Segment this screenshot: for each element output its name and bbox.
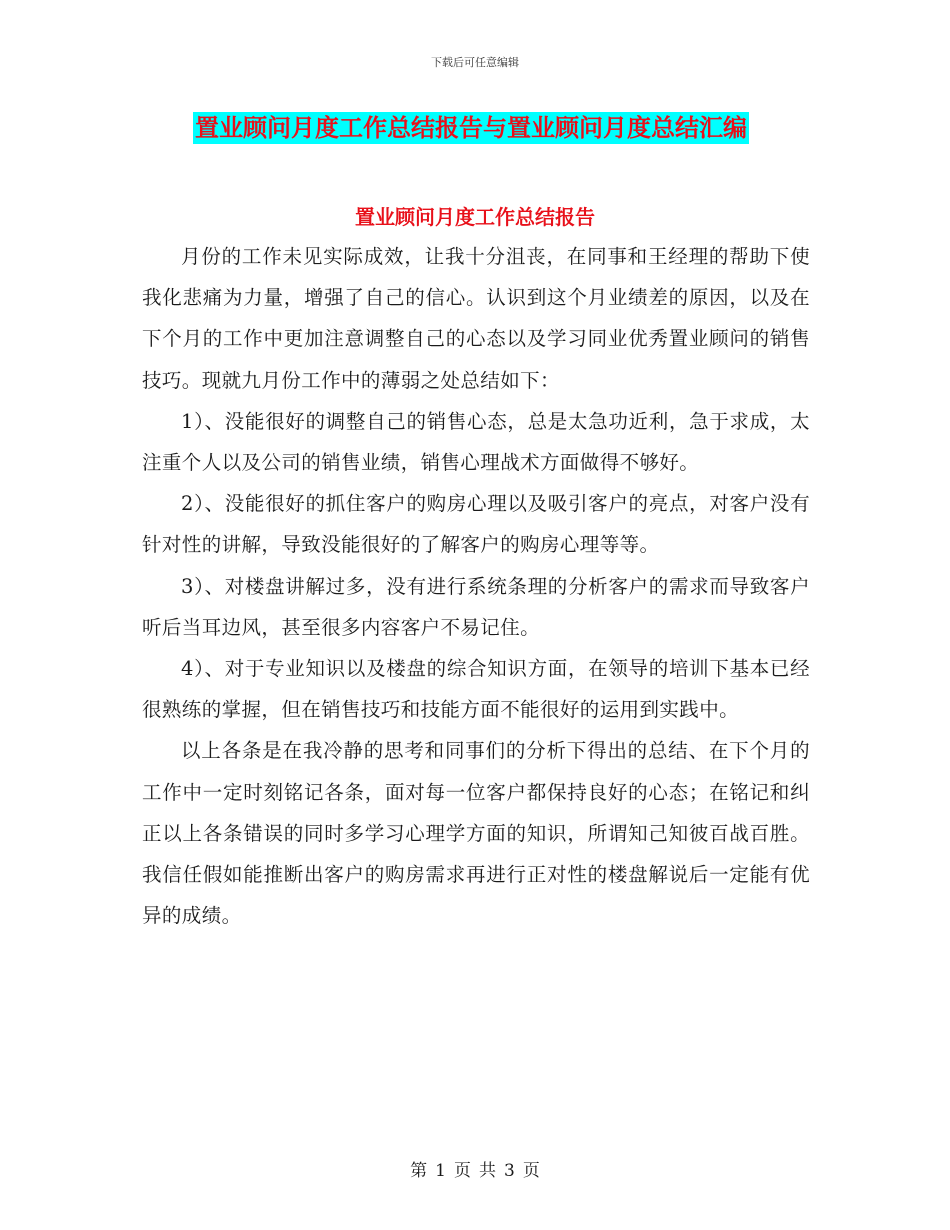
current-page-number: 1 bbox=[435, 1161, 446, 1181]
total-label-prefix: 共 bbox=[479, 1161, 496, 1181]
body-paragraph-item-3: 3）、对楼盘讲解过多，没有进行系统条理的分析客户的需求而导致客户听后当耳边风，甚至很多内容客户不易记住。 bbox=[142, 574, 810, 639]
document-main-title: 置业顾问月度工作总结报告与置业顾问月度总结汇编 bbox=[195, 114, 747, 142]
page-footer bbox=[0, 1156, 950, 1181]
body-paragraph-intro: 月份的工作未见实际成效，让我十分沮丧，在同事和王经理的帮助下使我化悲痛为力量，增强了自己的信心。认识到这个月业绩差的原因，以及在下个月的工作中更加注意调整自己的心态以及学习同业优秀置业顾问的销售技巧。现就九月份工作中的薄弱之处总结如下： bbox=[142, 245, 810, 392]
page-label-prefix: 第 bbox=[410, 1161, 428, 1181]
total-page-count: 3 bbox=[504, 1161, 515, 1181]
body-paragraph-item-2: 2）、没能很好的抓住客户的购房心理以及吸引客户的亮点，对客户没有针对性的讲解，导致没能很好的了解客户的购房心理等等。 bbox=[142, 492, 810, 557]
body-paragraph-item-1: 1）、没能很好的调整自己的销售心态，总是太急功近利，急于求成，太注重个人以及公司的销售业绩，销售心理战术方面做得不够好。 bbox=[142, 409, 810, 475]
body-paragraph-item-4: 4）、对于专业知识以及楼盘的综合知识方面，在领导的培训下基本已经很熟练的掌握，但在销售技巧和技能方面不能很好的运用到实践中。 bbox=[142, 657, 810, 722]
document-body bbox=[142, 236, 810, 936]
page-label-suffix: 页 bbox=[522, 1161, 540, 1181]
header-note: 下载后可任意编辑 bbox=[431, 56, 519, 69]
body-paragraph-conclusion: 以上各条是在我冷静的思考和同事们的分析下得出的总结、在下个月的工作中一定时刻铭记各条，面对每一位客户都保持良好的心态；在铭记和纠正以上各条错误的同时多学习心理学方面的知识，所谓知己知彼百战百胜。我信任假如能推断出客户的购房需求再进行正对性的楼盘解说后一定能有优异的成绩。 bbox=[142, 739, 810, 928]
section-title: 置业顾问月度工作总结报告 bbox=[355, 205, 595, 229]
page-label-mid: 页 bbox=[454, 1161, 471, 1181]
